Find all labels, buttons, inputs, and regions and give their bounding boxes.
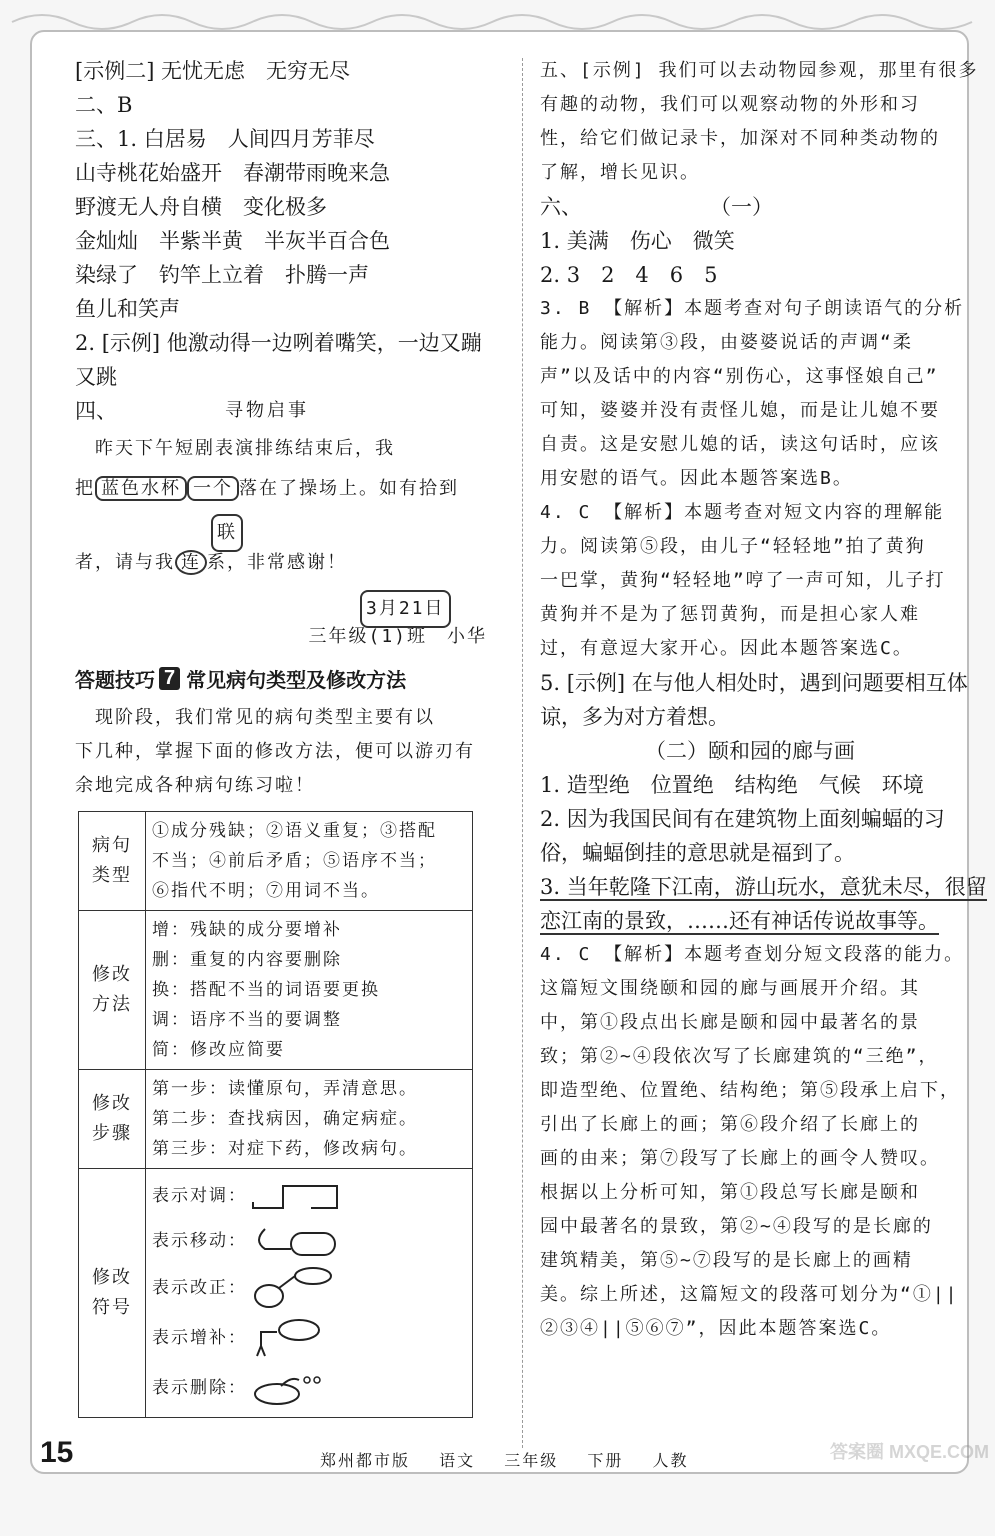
notice-line: 把 蓝色水杯 一个 落在了操场上。如有拾到 [75, 478, 459, 499]
table-row [79, 812, 473, 911]
answer-line: 过，有意逗大家开心。因此本题答案选C。 [540, 638, 913, 659]
edition: 郑州都市版 [320, 1451, 411, 1470]
answer-line: 致；第②~④段依次写了长廊建筑的“三绝”， [540, 1046, 939, 1067]
notice-header [75, 394, 505, 428]
table-value: 第一步：读懂原句，弄清意思。 第二步：查找病因，确定病症。 第三步：对症下药，修改病句。 [146, 1070, 473, 1169]
answer-three-two: 2. [示例] 他激动得一边咧着嘴笑，一边又蹦 [75, 331, 482, 355]
column-divider [522, 58, 523, 1448]
answer-line: 根据以上分析可知，第①段总写长廊是颐和 [540, 1182, 920, 1203]
notice-line: 昨天下午短剧表演排练结束后，我 [75, 438, 395, 459]
notice-line: 者，请与我 连 系，非常感谢！ [75, 552, 347, 573]
table-value: 增：残缺的成分要增补 删：重复的内容要删除 换：搭配不当的词语要更换 调：语序不当的要调整 简：修改应简要 [146, 911, 473, 1070]
table-key: 修改 符号 [79, 1169, 146, 1418]
notice-title: 寻物启事 [225, 400, 309, 421]
right-column [540, 54, 987, 1346]
volume: 下册 [587, 1451, 624, 1470]
answer-line: 1. 美满 伤心 微笑 [540, 229, 735, 253]
answer-line: 一巴掌，黄狗“轻轻地”哼了一声可知，儿子打 [540, 570, 946, 591]
notice-sign: 三年级(1)班 小华 [308, 626, 487, 647]
answer-line: 引出了长廊上的画；第⑥段介绍了长廊上的 [540, 1114, 920, 1135]
table-key: 病句 类型 [79, 812, 146, 911]
answer-five: 有趣的动物，我们可以观察动物的外形和习 [540, 94, 920, 115]
underlined-answer: 恋江南的景致，……还有神话传说故事等。 [540, 909, 939, 933]
section-six-label: 六、 [540, 195, 582, 219]
left-column [75, 54, 505, 1418]
tip-label: 答题技巧 [75, 670, 155, 692]
answer-line: 2. 3 2 4 6 5 [540, 263, 718, 287]
corrected-word-box: 一个 [187, 476, 239, 501]
symbol-row: 表示移动： [152, 1218, 466, 1263]
answer-three-two-cont: 又跳 [75, 365, 117, 389]
answer-line: 画的由来；第⑦段写了长廊上的画令人赞叹。 [540, 1148, 940, 1169]
tip-intro: 余地完成各种病句练习啦！ [75, 775, 315, 796]
section-six-part-one: （一） [710, 195, 773, 219]
notice-correction [75, 506, 505, 546]
answer-three-line: 染绿了 钓竿上立着 扑腾一声 [75, 263, 369, 287]
move-symbol-icon [251, 1223, 341, 1259]
answer-three-line: 野渡无人舟自横 变化极多 [75, 195, 327, 219]
publisher: 人教 [652, 1451, 689, 1470]
table-row [79, 911, 473, 1070]
answer-three-line: 三、1. 白居易 人间四月芳菲尽 [75, 127, 375, 151]
corrected-word-box: 蓝色水杯 [95, 476, 187, 501]
insert-symbol-icon [251, 1316, 341, 1360]
book-info [320, 1448, 710, 1471]
answer-two: 二、B [75, 93, 133, 117]
symbol-row: 表示增补： [152, 1313, 466, 1363]
answer-three-line: 金灿灿 半紫半黄 半灰半百合色 [75, 229, 390, 253]
answer-line: 园中最著名的景致，第②~④段写的是长廊的 [540, 1216, 933, 1237]
answer-line: 1. 造型绝 位置绝 结构绝 气候 环境 [540, 773, 924, 797]
table-value: ①成分残缺；②语义重复；③搭配 不当；④前后矛盾；⑤语序不当； ⑥指代不明；⑦用词不当。 [146, 812, 473, 911]
underlined-answer: 3. 当年乾隆下江南，游山玩水，意犹未尽，很留 [540, 875, 987, 899]
subject: 语文 [439, 1451, 476, 1470]
swap-symbol-icon [251, 1178, 341, 1214]
answer-line: 2. 因为我国民间有在建筑物上面刻蝙蝠的习 [540, 807, 945, 831]
delete-symbol-icon [251, 1366, 341, 1410]
answer-five: 性，给它们做记录卡，加深对不同种类动物的 [540, 128, 940, 149]
answer-line: 自责。这是安慰儿媳的话，读这句话时，应该 [540, 434, 940, 455]
section-six-header [540, 190, 960, 224]
correction-mark: 联 [211, 514, 243, 552]
sentence-error-table [78, 811, 473, 1418]
answer-line: 即造型绝、位置绝、结构绝；第⑤段承上启下， [540, 1080, 960, 1101]
page-number: 15 [40, 1436, 74, 1469]
symbol-row: 表示改正： [152, 1263, 466, 1313]
section-two-title: （二）颐和园的廊与画 [645, 739, 855, 763]
answer-five: 五、[示例] 我们可以去动物园参观，那里有很多 [540, 60, 979, 81]
table-key: 修改 步骤 [79, 1070, 146, 1169]
symbol-row: 表示删除： [152, 1363, 466, 1413]
table-value [146, 1169, 473, 1418]
notice-date: 3月21日 [360, 590, 451, 628]
watermark-logo [820, 1408, 990, 1508]
notice-date-row [75, 580, 505, 620]
answer-line: 4. C 【解析】本题考查对短文内容的理解能 [540, 502, 945, 523]
circled-wrong-char: 连 [175, 550, 207, 575]
answer-line: 5. [示例] 在与他人相处时，遇到问题要相互体 [540, 671, 968, 695]
answer-line: 这篇短文围绕颐和园的廊与画展开介绍。其 [540, 978, 920, 999]
grade: 三年级 [504, 1451, 559, 1470]
answer-line: 用安慰的语气。因此本题答案选B。 [540, 468, 853, 489]
tip-header [75, 664, 505, 693]
tip-number: 7 [159, 667, 180, 690]
example-two: [示例二] 无忧无虑 无穷无尽 [75, 59, 351, 83]
answer-line: 声”以及话中的内容“别伤心，这事怪娘自己” [540, 366, 939, 387]
answer-line: 俗，蝙蝠倒挂的意思就是福到了。 [540, 841, 855, 865]
tip-intro: 下几种，掌握下面的修改方法，便可以游刃有 [75, 741, 475, 762]
table-row [79, 1169, 473, 1418]
section-four-label: 四、 [75, 399, 117, 423]
tip-title: 常见病句类型及修改方法 [186, 670, 407, 692]
answer-three-line: 山寺桃花始盛开 春潮带雨晚来急 [75, 161, 390, 185]
answer-line: 建筑精美，第⑤~⑦段写的是长廊上的画精 [540, 1250, 913, 1271]
answer-line: 3. B 【解析】本题考查对句子朗读语气的分析 [540, 298, 965, 319]
answer-line: ②③④||⑤⑥⑦”，因此本题答案选C。 [540, 1318, 892, 1339]
tip-intro: 现阶段，我们常见的病句类型主要有以 [75, 707, 435, 728]
answer-line: 美。综上所述，这篇短文的段落可划分为“①|| [540, 1284, 959, 1305]
answer-five: 了解，增长见识。 [540, 162, 700, 183]
watermark-text: 答案圈 MXQE.COM [830, 1442, 990, 1462]
correct-symbol-icon [251, 1266, 341, 1310]
answer-line: 4. C 【解析】本题考查划分短文段落的能力。 [540, 944, 965, 965]
answer-three-line: 鱼儿和笑声 [75, 297, 180, 321]
table-row [79, 1070, 473, 1169]
answer-line: 能力。阅读第③段，由婆婆说话的声调“柔 [540, 332, 913, 353]
answer-line: 可知，婆婆并没有责怪儿媳，而是让儿媳不要 [540, 400, 940, 421]
answer-line: 力。阅读第⑤段，由儿子“轻轻地”拍了黄狗 [540, 536, 926, 557]
answer-line: 黄狗并不是为了惩罚黄狗，而是担心家人难 [540, 604, 920, 625]
answer-line: 中，第①段点出长廊是颐和园中最著名的景 [540, 1012, 920, 1033]
table-key: 修改 方法 [79, 911, 146, 1070]
symbol-row: 表示对调： [152, 1173, 466, 1218]
answer-line: 谅，多为对方着想。 [540, 705, 729, 729]
